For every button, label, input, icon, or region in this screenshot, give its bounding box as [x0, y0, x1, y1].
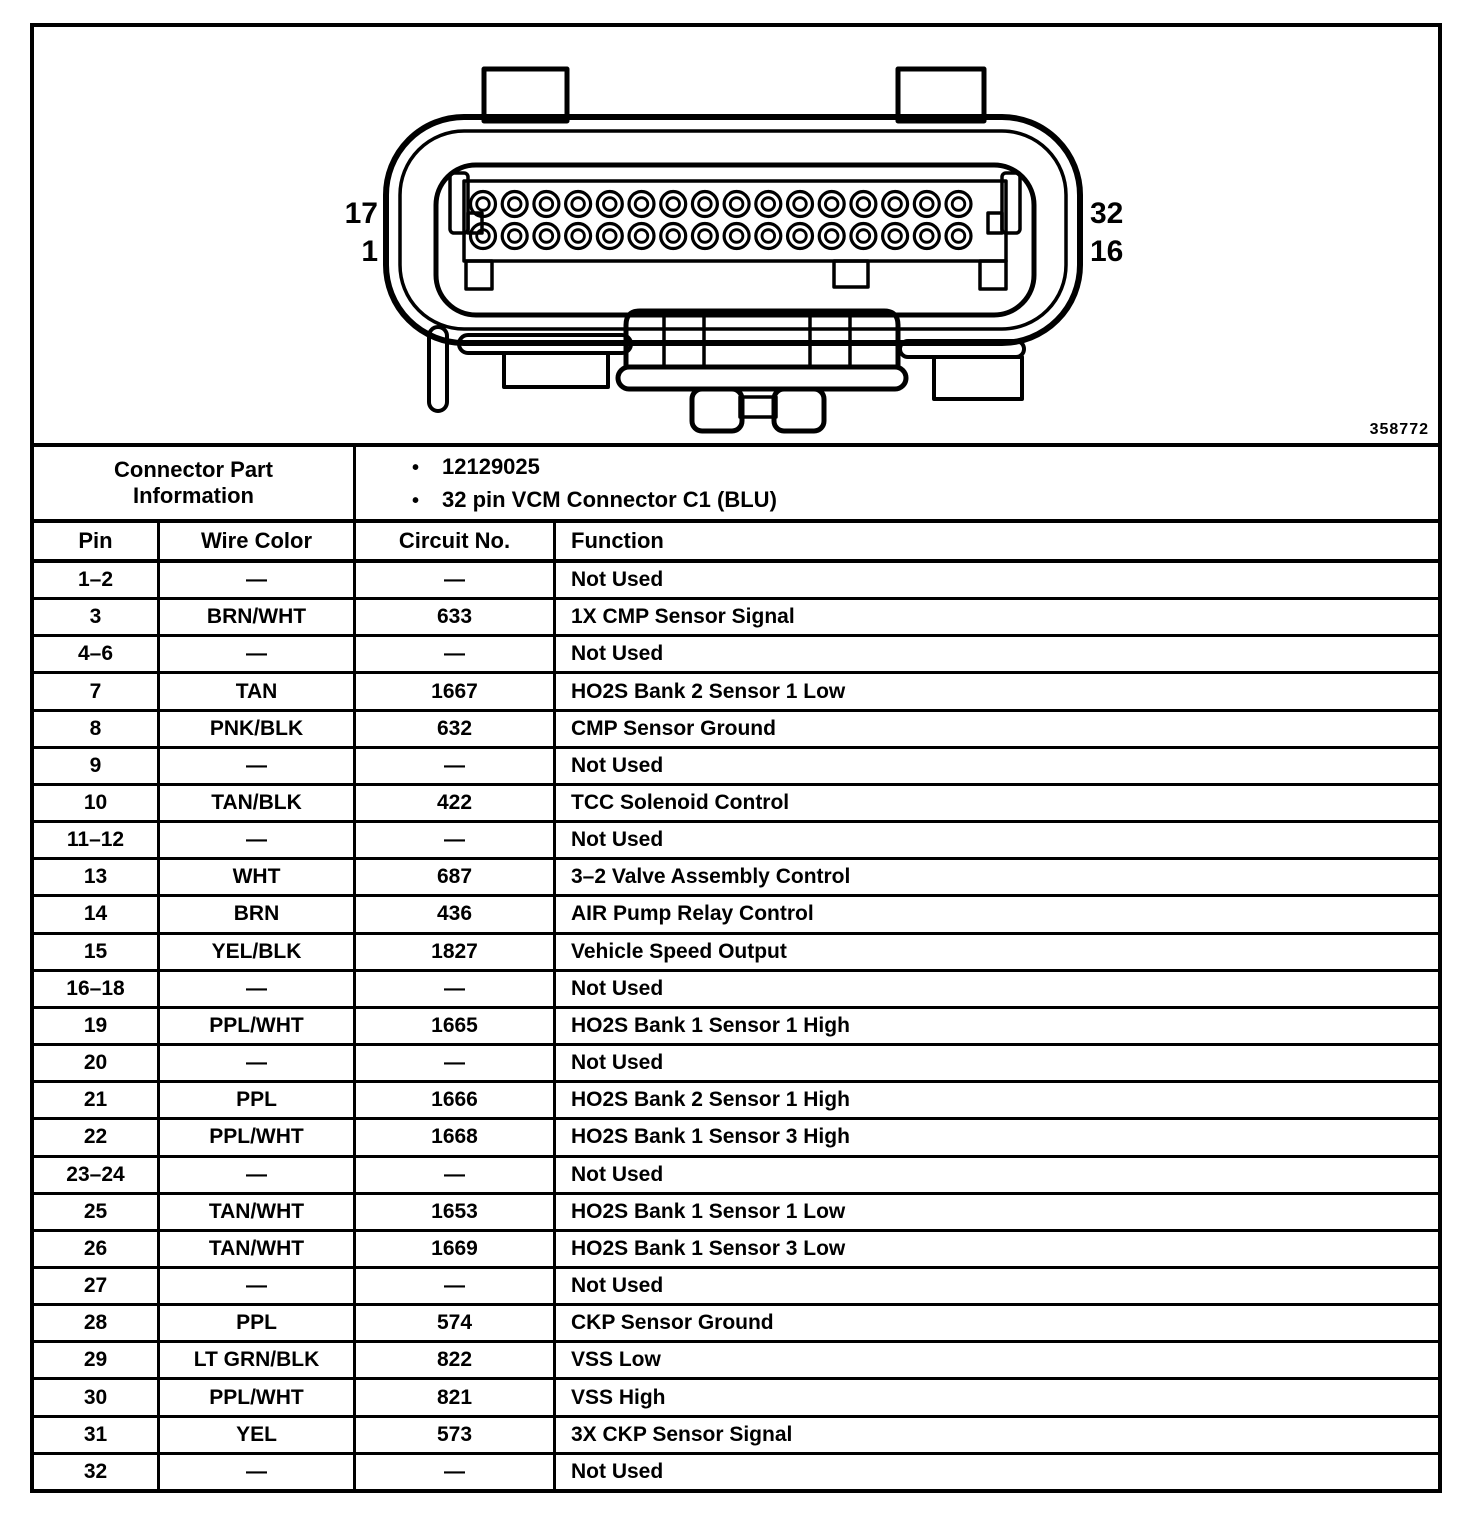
cell-wire-color: BRN/WHT [160, 600, 356, 634]
cell-circuit-no: 1669 [356, 1232, 556, 1266]
cell-circuit-no: 573 [356, 1418, 556, 1452]
bullet-icon: • [412, 456, 420, 479]
part-info-bullet [412, 454, 1438, 480]
table-row [34, 1120, 1438, 1157]
cell-pin: 8 [34, 712, 160, 746]
cell-circuit-no: 1666 [356, 1083, 556, 1117]
cell-function: VSS Low [571, 1348, 661, 1372]
cell-pin: 28 [34, 1306, 160, 1340]
column-header-circuit-no: Circuit No. [356, 523, 556, 559]
cell-function: 3X CKP Sensor Signal [571, 1422, 793, 1446]
cell-wire-color: TAN [160, 674, 356, 708]
cell-function: 1X CMP Sensor Signal [571, 605, 795, 629]
cell-function: HO2S Bank 2 Sensor 1 Low [571, 679, 846, 703]
cell-wire-color: PPL/WHT [160, 1380, 356, 1414]
table-row [34, 1195, 1438, 1232]
cell-circuit-no: — [356, 823, 556, 857]
cell-circuit-no: — [356, 749, 556, 783]
cell-function: TCC Solenoid Control [571, 791, 790, 815]
table-row [34, 1158, 1438, 1195]
table-row [34, 1380, 1438, 1417]
cell-wire-color: — [160, 1269, 356, 1303]
cell-wire-color: BRN [160, 897, 356, 931]
cell-function: Not Used [571, 828, 664, 852]
table-row [34, 972, 1438, 1009]
cell-function: HO2S Bank 1 Sensor 1 Low [571, 1199, 846, 1223]
cell-wire-color: TAN/BLK [160, 786, 356, 820]
cell-function: Not Used [571, 1051, 664, 1075]
pin-label-top-right: 32 [1090, 197, 1124, 230]
part-info-bullets [356, 447, 1438, 519]
cell-circuit-no: — [356, 1269, 556, 1303]
cell-wire-color: — [160, 637, 356, 671]
cell-circuit-no: 633 [356, 600, 556, 634]
cell-wire-color: PNK/BLK [160, 712, 356, 746]
cell-pin: 31 [34, 1418, 160, 1452]
table-row [34, 600, 1438, 637]
connector-pins [471, 192, 972, 249]
column-header-function: Function [571, 528, 664, 553]
cell-wire-color: — [160, 1046, 356, 1080]
cell-wire-color: PPL [160, 1306, 356, 1340]
table-row [34, 749, 1438, 786]
cell-pin: 10 [34, 786, 160, 820]
cell-circuit-no: 1665 [356, 1009, 556, 1043]
table-row [34, 674, 1438, 711]
cell-function: CKP Sensor Ground [571, 1311, 774, 1335]
cell-pin: 30 [34, 1380, 160, 1414]
table-row [34, 897, 1438, 934]
cell-function: HO2S Bank 2 Sensor 1 High [571, 1088, 850, 1112]
cell-wire-color: — [160, 972, 356, 1006]
table-row [34, 1232, 1438, 1269]
cell-pin: 14 [34, 897, 160, 931]
cell-wire-color: PPL [160, 1083, 356, 1117]
pinout-table-header-row [34, 523, 1438, 563]
table-row [34, 1269, 1438, 1306]
cell-circuit-no: — [356, 637, 556, 671]
cell-pin: 13 [34, 860, 160, 894]
table-row [34, 935, 1438, 972]
table-row [34, 712, 1438, 749]
connector-top-tabs [484, 69, 984, 121]
cell-function: AIR Pump Relay Control [571, 902, 814, 926]
cell-circuit-no: 821 [356, 1380, 556, 1414]
figure-number: 358772 [1369, 421, 1429, 438]
connector-diagram-section [34, 27, 1438, 447]
cell-wire-color: YEL/BLK [160, 935, 356, 969]
pin-label-bottom-right: 16 [1090, 235, 1124, 268]
cell-wire-color: — [160, 1455, 356, 1489]
cell-pin: 16–18 [34, 972, 160, 1006]
table-row [34, 823, 1438, 860]
cell-function: VSS High [571, 1385, 666, 1409]
cell-pin: 15 [34, 935, 160, 969]
cell-pin: 1–2 [34, 563, 160, 597]
cell-wire-color: TAN/WHT [160, 1195, 356, 1229]
part-info-bullet [412, 487, 1438, 513]
cell-wire-color: PPL/WHT [160, 1009, 356, 1043]
cell-function: HO2S Bank 1 Sensor 3 Low [571, 1236, 846, 1260]
cell-function: HO2S Bank 1 Sensor 1 High [571, 1013, 850, 1037]
table-row [34, 1418, 1438, 1455]
cell-pin: 27 [34, 1269, 160, 1303]
cell-circuit-no: 1667 [356, 674, 556, 708]
cell-pin: 3 [34, 600, 160, 634]
cell-wire-color: TAN/WHT [160, 1232, 356, 1266]
cell-circuit-no: 632 [356, 712, 556, 746]
cell-function: Not Used [571, 1274, 664, 1298]
cell-circuit-no: — [356, 972, 556, 1006]
table-row [34, 1343, 1438, 1380]
column-header-wire-color: Wire Color [160, 523, 356, 559]
cell-wire-color: — [160, 1158, 356, 1192]
table-row [34, 1083, 1438, 1120]
cell-pin: 21 [34, 1083, 160, 1117]
cell-function: CMP Sensor Ground [571, 716, 776, 740]
cell-wire-color: YEL [160, 1418, 356, 1452]
table-row [34, 786, 1438, 823]
table-row [34, 1306, 1438, 1343]
cell-circuit-no: — [356, 1046, 556, 1080]
table-row [34, 1009, 1438, 1046]
cell-pin: 4–6 [34, 637, 160, 671]
cell-circuit-no: — [356, 1158, 556, 1192]
cell-pin: 9 [34, 749, 160, 783]
cell-pin: 7 [34, 674, 160, 708]
cell-function: Not Used [571, 1459, 664, 1483]
cell-function: Not Used [571, 568, 664, 592]
cell-function: Not Used [571, 1162, 664, 1186]
cell-function: Not Used [571, 642, 664, 666]
document-frame [30, 23, 1442, 1493]
column-header-pin: Pin [34, 523, 160, 559]
cell-circuit-no: 1827 [356, 935, 556, 969]
table-row [34, 637, 1438, 674]
table-row [34, 1046, 1438, 1083]
cell-wire-color: PPL/WHT [160, 1120, 356, 1154]
cell-pin: 29 [34, 1343, 160, 1377]
cell-pin: 26 [34, 1232, 160, 1266]
pin-label-top-left: 17 [344, 197, 378, 230]
cell-function: Not Used [571, 753, 664, 777]
cell-circuit-no: 687 [356, 860, 556, 894]
cell-wire-color: — [160, 823, 356, 857]
cell-function: Vehicle Speed Output [571, 939, 787, 963]
cell-pin: 25 [34, 1195, 160, 1229]
cell-circuit-no: 422 [356, 786, 556, 820]
cell-pin: 20 [34, 1046, 160, 1080]
part-info-label: Connector Part Information [34, 447, 356, 519]
connector-part-info-row [34, 447, 1438, 523]
cell-circuit-no: 436 [356, 897, 556, 931]
cell-pin: 22 [34, 1120, 160, 1154]
cell-pin: 19 [34, 1009, 160, 1043]
cell-circuit-no: 822 [356, 1343, 556, 1377]
cell-pin: 32 [34, 1455, 160, 1489]
cell-circuit-no: — [356, 1455, 556, 1489]
cell-wire-color: — [160, 749, 356, 783]
connector-diagram [34, 27, 1438, 443]
part-info-bullet-text: 12129025 [442, 453, 540, 479]
table-row [34, 860, 1438, 897]
cell-function: Not Used [571, 976, 664, 1000]
pinout-table [34, 523, 1438, 1489]
cell-circuit-no: 1668 [356, 1120, 556, 1154]
cell-function: 3–2 Valve Assembly Control [571, 865, 851, 889]
table-row [34, 563, 1438, 600]
cell-circuit-no: 1653 [356, 1195, 556, 1229]
cell-circuit-no: 574 [356, 1306, 556, 1340]
cell-wire-color: LT GRN/BLK [160, 1343, 356, 1377]
cell-pin: 11–12 [34, 823, 160, 857]
table-row [34, 1455, 1438, 1489]
part-info-bullet-text: 32 pin VCM Connector C1 (BLU) [442, 486, 777, 512]
bullet-icon: • [412, 489, 420, 512]
cell-pin: 23–24 [34, 1158, 160, 1192]
pin-label-bottom-left: 1 [361, 235, 378, 268]
cell-function: HO2S Bank 1 Sensor 3 High [571, 1125, 850, 1149]
pinout-table-body [34, 563, 1438, 1489]
cell-circuit-no: — [356, 563, 556, 597]
cell-wire-color: WHT [160, 860, 356, 894]
cell-wire-color: — [160, 563, 356, 597]
